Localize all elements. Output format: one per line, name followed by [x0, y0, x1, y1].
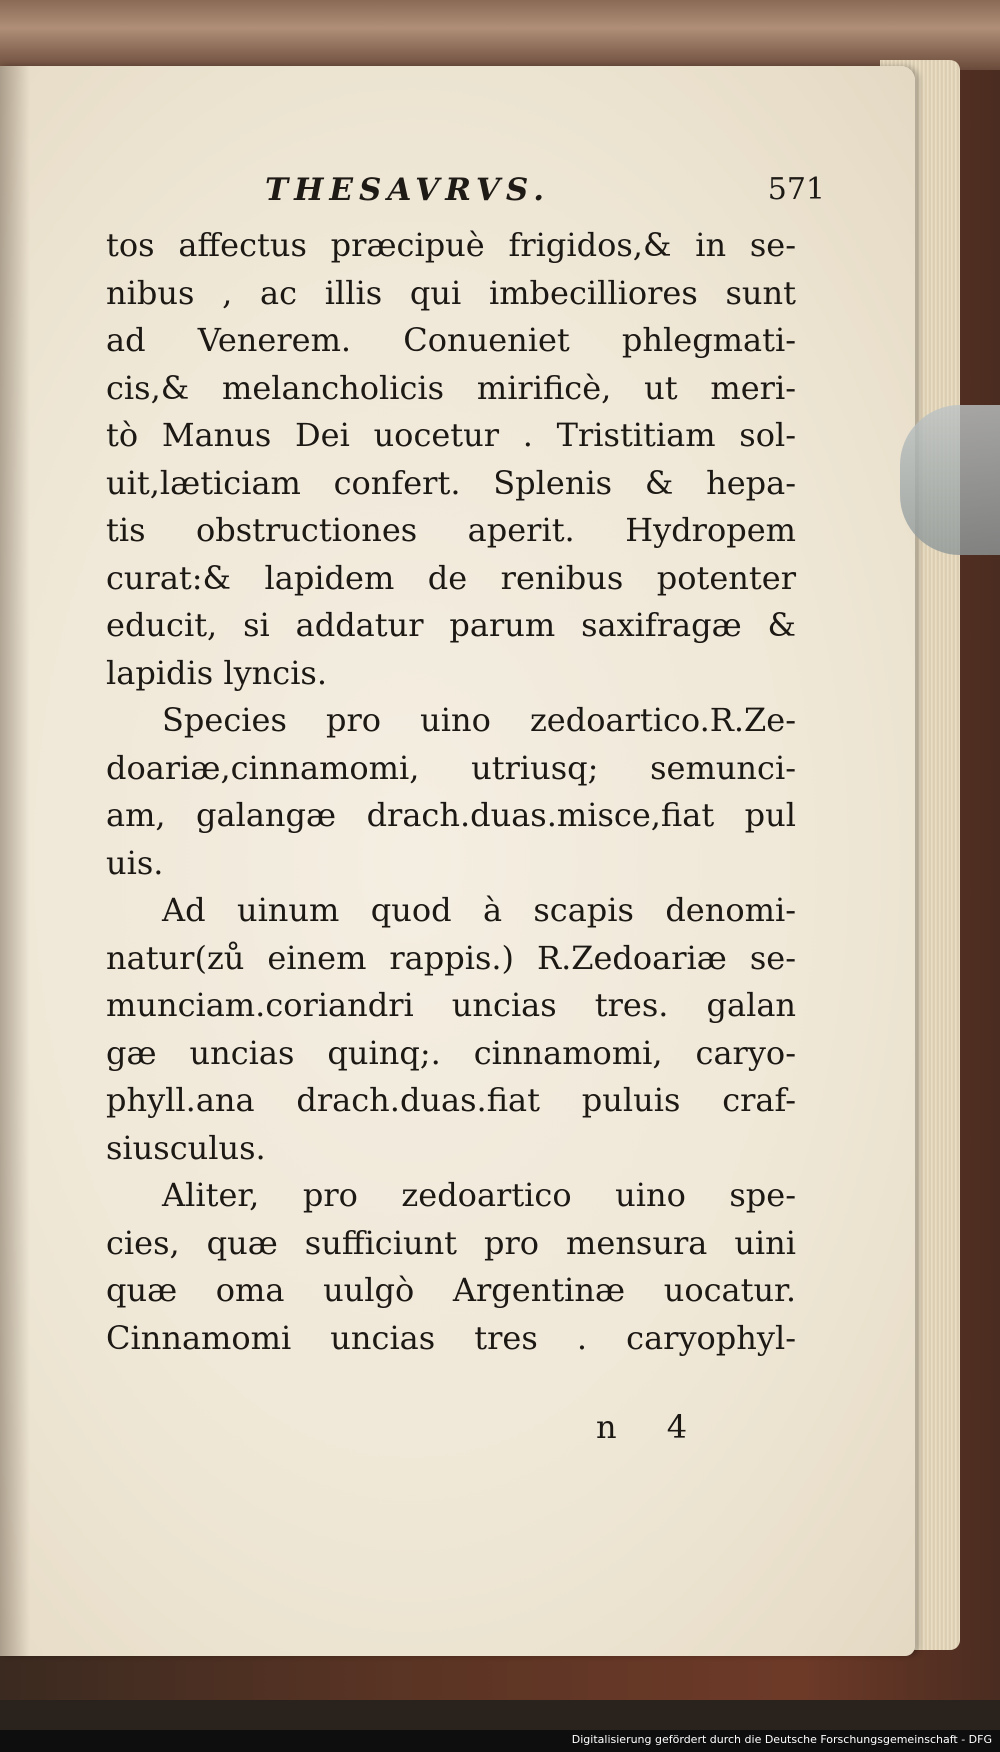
text-line: phyll.ana drach.duas.fiat puluis craf-: [106, 1081, 796, 1119]
text-line: munciam.coriandri uncias tres. galan: [106, 986, 796, 1024]
text-line: cis,& melancholicis mirificè, ut meri-: [106, 368, 796, 407]
text-line: nibus , ac illis qui imbecilliores sunt: [106, 273, 796, 312]
text-line: cies, quæ sufficiunt pro mensura uini: [106, 1223, 796, 1262]
body-text: [106, 222, 796, 1362]
text-line: uit,læticiam confert. Splenis & hepa-: [106, 463, 796, 502]
text-line: gæ uncias quinq;. cinnamomi, caryo-: [106, 1033, 796, 1072]
text-line: ad Venerem. Conueniet phlegmati-: [106, 321, 796, 359]
text-line: educit, si addatur parum saxifragæ &: [106, 606, 796, 644]
text-line: doariæ,cinnamomi, utriusq; semunci-: [106, 748, 796, 787]
running-head: [265, 172, 825, 212]
text-line: lapidis lyncis.: [106, 653, 328, 692]
text-line: am, galangæ drach.duas.misce,fiat pul: [106, 796, 796, 834]
text-line: Species pro uino zedoartico.R.Ze-: [162, 701, 796, 739]
running-head-title: THESAVRVS.: [265, 172, 551, 208]
text-line: Ad uinum quod à scapis denomi-: [162, 891, 796, 929]
book-top-edge: [0, 0, 1000, 70]
spine-shadow: [0, 66, 30, 1656]
text-line: tò Manus Dei uocetur . Tristitiam sol-: [106, 416, 796, 454]
page-clip: [900, 405, 1000, 555]
text-line: natur(zů einem rappis.) R.Zedoariæ se-: [106, 938, 796, 977]
text-line: siusculus.: [106, 1128, 266, 1167]
text-line: tos affectus præcipuè frigidos,& in se-: [106, 226, 796, 264]
page-number: 571: [767, 172, 825, 207]
text-line: curat:& lapidem de renibus potenter: [106, 558, 796, 597]
text-line: Cinnamomi uncias tres . caryophyl-: [106, 1318, 796, 1357]
text-line: tis obstructiones aperit. Hydropem: [106, 511, 796, 549]
signature-mark: n 4: [596, 1408, 708, 1446]
text-line: quæ oma uulgò Argentinæ uocatur.: [106, 1271, 796, 1309]
footer-credit: Digitalisierung gefördert durch die Deutsche Forschungsgemeinschaft - DFG: [571, 1733, 992, 1746]
text-line: uis.: [106, 843, 164, 882]
text-line: Aliter, pro zedoartico uino spe-: [162, 1176, 796, 1214]
